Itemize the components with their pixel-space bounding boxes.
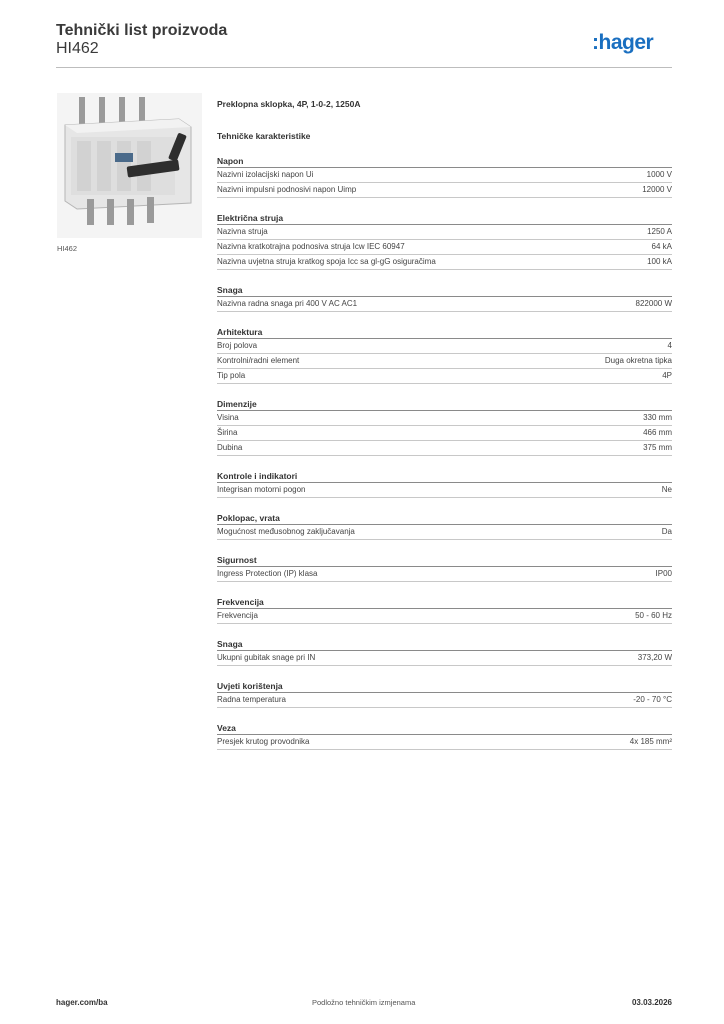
characteristics-panel — [217, 97, 672, 764]
characteristic-group — [217, 155, 672, 198]
group-title: Arhitektura — [217, 327, 263, 337]
group-title: Uvjeti korištenja — [217, 681, 283, 691]
spec-value: 1250 A — [647, 227, 672, 236]
spec-row — [217, 354, 672, 369]
spec-value: 50 - 60 Hz — [635, 611, 672, 620]
spec-label: Mogućnost međusobnog zaključavanja — [217, 527, 355, 536]
section-heading: Tehničke karakteristike — [217, 131, 311, 141]
group-title: Sigurnost — [217, 555, 257, 565]
spec-row — [217, 297, 672, 312]
characteristic-groups — [217, 155, 672, 750]
image-caption: HI462 — [57, 244, 78, 253]
spec-row — [217, 651, 672, 666]
characteristic-group — [217, 398, 672, 456]
spec-row — [217, 240, 672, 255]
characteristic-group — [217, 596, 672, 624]
spec-value: IP00 — [655, 569, 672, 578]
spec-value: -20 - 70 °C — [633, 695, 672, 704]
spec-label: Dubina — [217, 443, 243, 452]
spec-row — [217, 369, 672, 384]
spec-row — [217, 426, 672, 441]
characteristic-group — [217, 638, 672, 666]
spec-label: Nazivna struja — [217, 227, 268, 236]
product-title: Preklopna sklopka, 4P, 1-0-2, 1250A — [217, 99, 361, 109]
spec-label: Nazivni izolacijski napon Ui — [217, 170, 314, 179]
spec-row — [217, 339, 672, 354]
spec-label: Nazivna radna snaga pri 400 V AC AC1 — [217, 299, 358, 308]
spec-value: 100 kA — [647, 257, 672, 266]
characteristic-group — [217, 326, 672, 384]
spec-label: Nazivna kratkotrajna podnosiva struja Icw IEC 60947 — [217, 242, 405, 251]
spec-row — [217, 183, 672, 198]
product-image — [57, 93, 202, 238]
spec-label: Frekvencija — [217, 611, 258, 620]
characteristic-group — [217, 284, 672, 312]
spec-value: 4P — [662, 371, 672, 380]
spec-label: Kontrolni/radni element — [217, 356, 300, 365]
group-title: Veza — [217, 723, 236, 733]
spec-value: 4x 185 mm² — [629, 737, 672, 746]
characteristic-group — [217, 554, 672, 582]
spec-row — [217, 609, 672, 624]
spec-value: 373,20 W — [637, 653, 672, 662]
group-title: Napon — [217, 156, 244, 166]
footer-website: hager.com/ba — [56, 998, 108, 1007]
characteristic-group — [217, 470, 672, 498]
spec-value: 4 — [667, 341, 672, 350]
spec-label: Integrisan motorni pogon — [217, 485, 306, 494]
spec-value: 330 mm — [643, 413, 672, 422]
spec-row — [217, 225, 672, 240]
spec-row — [217, 255, 672, 270]
spec-label: Širina — [217, 428, 238, 437]
spec-value: 12000 V — [642, 185, 672, 194]
spec-label: Radna temperatura — [217, 695, 286, 704]
spec-row — [217, 168, 672, 183]
spec-value: 64 kA — [651, 242, 672, 251]
spec-value: 375 mm — [643, 443, 672, 452]
group-title: Električna struja — [217, 213, 284, 223]
spec-row — [217, 693, 672, 708]
spec-label: Ukupni gubitak snage pri IN — [217, 653, 316, 662]
characteristic-group — [217, 212, 672, 270]
spec-row — [217, 567, 672, 582]
spec-row — [217, 411, 672, 426]
spec-value: 466 mm — [643, 428, 672, 437]
hager-logo: :hager — [592, 31, 654, 54]
spec-value: Da — [661, 527, 672, 536]
spec-value: Duga okretna tipka — [604, 356, 672, 365]
spec-value: Ne — [661, 485, 672, 494]
spec-row — [217, 441, 672, 456]
characteristic-group — [217, 512, 672, 540]
spec-label: Ingress Protection (IP) klasa — [217, 569, 318, 578]
group-title: Dimenzije — [217, 399, 257, 409]
switch-disconnector-illustration — [57, 93, 202, 238]
spec-label: Visina — [217, 413, 239, 422]
spec-row — [217, 735, 672, 750]
spec-label: Presjek krutog provodnika — [217, 737, 310, 746]
spec-value: 1000 V — [646, 170, 672, 179]
header-divider — [56, 67, 672, 68]
group-title: Poklopac, vrata — [217, 513, 280, 523]
group-title: Snaga — [217, 285, 243, 295]
spec-label: Broj polova — [217, 341, 258, 350]
group-title: Snaga — [217, 639, 243, 649]
spec-label: Tip pola — [217, 371, 246, 380]
spec-label: Nazivni impulsni podnosivi napon Uimp — [217, 185, 357, 194]
group-title: Kontrole i indikatori — [217, 471, 298, 481]
spec-row — [217, 525, 672, 540]
footer-date: 03.03.2026 — [631, 998, 672, 1007]
group-title: Frekvencija — [217, 597, 264, 607]
page-title: Tehnički list proizvoda — [56, 22, 228, 39]
spec-row — [217, 483, 672, 498]
characteristic-group — [217, 680, 672, 708]
spec-label: Nazivna uvjetna struja kratkog spoja Icc sa gl-gG osiguračima — [217, 257, 436, 266]
characteristic-group — [217, 722, 672, 750]
product-code: HI462 — [56, 40, 99, 57]
footer-note: Podložno tehničkim izmjenama — [312, 998, 416, 1007]
spec-value: 822000 W — [635, 299, 672, 308]
